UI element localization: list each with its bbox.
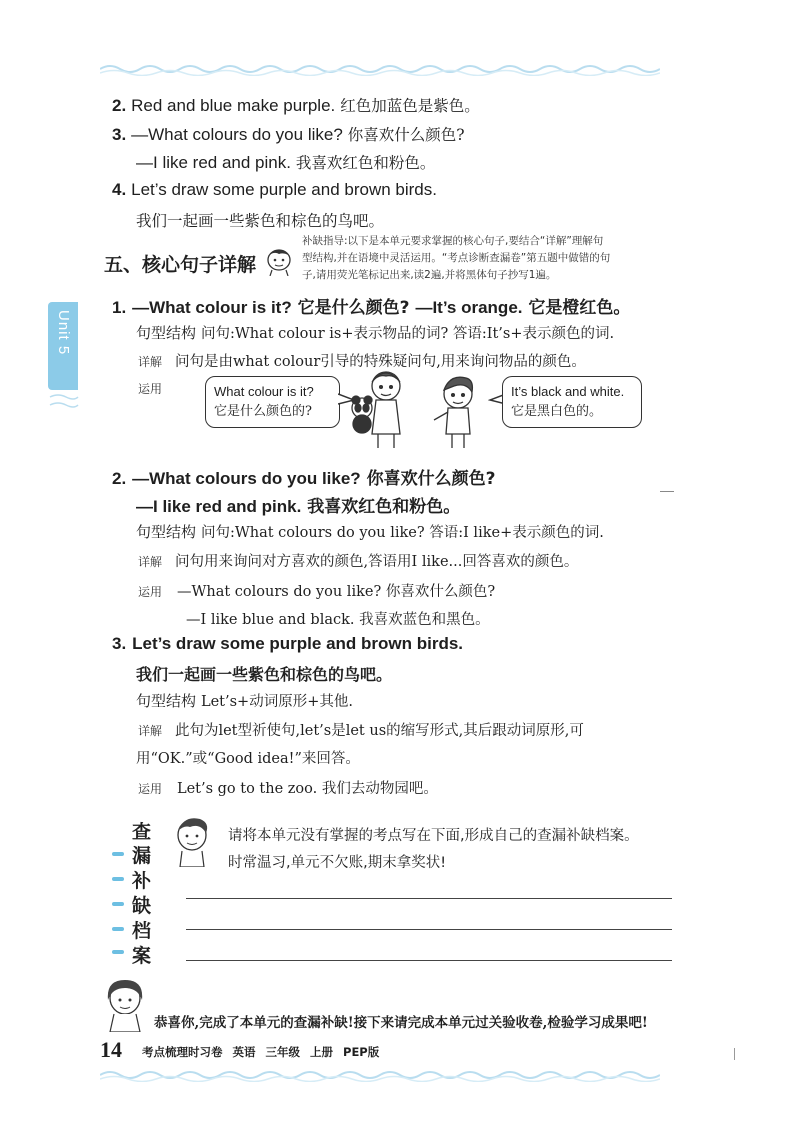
review-motto: 时常温习,单元不欠账,期末拿奖状!: [228, 855, 447, 871]
use-label: 运用: [138, 782, 163, 796]
boy: [434, 377, 472, 448]
review-instruction: 请将本单元没有掌握的考点写在下面,形成自己的查漏补缺档案。: [228, 828, 639, 844]
use-text: —What colours do you like? 你喜欢什么颜色?: [176, 584, 496, 600]
review-decor-bar: [112, 877, 124, 881]
footer-book-title: 考点梳理时习卷 英语 三年级 上册 PEP版: [142, 1045, 380, 1059]
item2-question: [112, 464, 495, 489]
review-char: 补: [132, 870, 152, 892]
review-char: 查: [132, 821, 152, 843]
review-decor-bar: [112, 852, 124, 856]
structure-label: 句型结构: [136, 324, 197, 342]
item3-use: [138, 777, 438, 798]
unit-tab: [48, 302, 78, 390]
bubble-text-en: What colour is it?: [214, 384, 314, 399]
top-wave-decoration: [100, 62, 660, 76]
sentence-chinese: 你喜欢什么颜色?: [347, 126, 465, 144]
unit-tab-wave: [48, 392, 80, 422]
girl-icon: [102, 976, 148, 1032]
item-answer-en: —I like red and pink.: [136, 497, 302, 516]
item3-detail: [138, 719, 584, 740]
item3-detail-cont: 用“OK.”或“Good idea!”来回答。: [136, 751, 360, 767]
structure-label: 句型结构: [136, 523, 197, 541]
sentence-english: Let’s draw some purple and brown birds.: [131, 180, 437, 199]
item2-use-answer: —I like blue and black. 我喜欢蓝色和黑色。: [186, 612, 490, 628]
structure-text: 问句:What colour is+表示物品的词? 答语:It’s+表示颜色的词.: [200, 326, 615, 342]
detail-text: 问句用来询问对方喜欢的颜色,答语用I like...回答喜欢的颜色。: [174, 554, 579, 570]
bubble-text-cn: 它是什么颜色的?: [214, 404, 312, 419]
bubble-text-cn: 它是黑白色的。: [511, 404, 603, 419]
detail-label: 详解: [138, 724, 163, 738]
item2-structure: [136, 521, 604, 542]
writing-line[interactable]: [186, 898, 672, 899]
sentence-chinese: 我喜欢红色和粉色。: [295, 154, 436, 172]
writing-line[interactable]: [186, 929, 672, 930]
structure-label: 句型结构: [136, 692, 197, 710]
item-sentence-en: Let’s draw some purple and brown birds.: [132, 634, 464, 653]
sentence-3-question: [112, 123, 465, 145]
review-char: 缺: [132, 895, 152, 917]
item-question-cn: 你喜欢什么颜色?: [366, 469, 496, 489]
bottom-wave-decoration: [100, 1068, 660, 1082]
girl-with-panda: [352, 372, 400, 448]
sentence-number: 2.: [112, 96, 127, 115]
item-answer-cn: 我喜欢红色和粉色。: [307, 497, 461, 517]
sentence-4-chinese: [136, 209, 384, 231]
item-number: 2.: [112, 469, 127, 488]
detail-label: 详解: [138, 555, 163, 569]
structure-text: Let’s+动词原形+其他.: [200, 694, 353, 710]
item1-heading: [112, 293, 630, 318]
note-line: 子,请用荧光笔标记出来,读2遍,并将黑体句子抄写1遍。: [302, 269, 557, 281]
item-question-cn: 它是什么颜色?: [297, 298, 410, 318]
item3-structure: [136, 690, 353, 711]
review-decor-bar: [112, 902, 124, 906]
use-label: 运用: [138, 585, 163, 599]
margin-mark: [734, 1048, 735, 1060]
note-line: 补缺指导:以下是本单元要求掌握的核心句子,要结合“详解”理解句: [302, 235, 604, 247]
unit-tab-label: Unit 5: [55, 310, 72, 356]
item-number: 3.: [112, 634, 127, 653]
sentence-number: 3.: [112, 125, 127, 144]
review-char: 漏: [132, 845, 152, 867]
sentence-english: Red and blue make purple.: [131, 96, 336, 115]
thinking-kid-icon: [262, 246, 296, 276]
sentence-3-answer: [136, 151, 435, 173]
section-note: [302, 233, 610, 284]
children-illustration: [350, 364, 500, 450]
margin-mark: [660, 491, 674, 492]
sentence-english: —I like red and pink.: [136, 153, 291, 172]
bubble-text-en: It’s black and white.: [511, 384, 625, 399]
sentence-2: [112, 94, 480, 116]
sentence-number: 4.: [112, 180, 127, 199]
review-decor-bar: [112, 950, 124, 954]
use-label: 运用: [138, 382, 163, 396]
item2-use: [138, 580, 495, 601]
detail-label: 详解: [138, 355, 163, 369]
note-line: 型结构,并在语境中灵活运用。“考点诊断查漏卷”第五题中做错的句: [302, 252, 611, 264]
sentence-chinese: 红色加蓝色是紫色。: [340, 97, 480, 115]
speech-bubble-right: [502, 376, 642, 428]
page-number: 14: [100, 1037, 122, 1062]
item3-chinese: 我们一起画一些紫色和棕色的鸟吧。: [136, 665, 393, 684]
item-question-en: —What colours do you like?: [132, 469, 361, 488]
item-answer-en: —It’s orange.: [415, 298, 523, 317]
item3-sentence: [112, 634, 463, 654]
sentence-4: [112, 180, 437, 200]
review-char: 档: [132, 920, 152, 942]
section-title: 五、核心句子详解: [104, 254, 257, 276]
detail-text: 问句是由what colour引导的特殊疑问句,用来询问物品的颜色。: [174, 354, 586, 370]
item2-answer: [136, 492, 460, 517]
item1-structure: [136, 322, 614, 343]
item2-detail: [138, 550, 578, 571]
detail-text: 此句为let型祈使句,let’s是let us的缩写形式,其后跟动词原形,可: [174, 723, 584, 739]
review-decor-bar: [112, 927, 124, 931]
item-question-en: —What colour is it?: [132, 298, 292, 317]
review-char: 案: [132, 945, 152, 967]
speech-bubble-left: [205, 376, 340, 428]
congrats-message: 恭喜你,完成了本单元的查漏补缺!接下来请完成本单元过关验收卷,检验学习成果吧!: [154, 1015, 648, 1031]
sentence-chinese: 我们一起画一些紫色和棕色的鸟吧。: [136, 212, 385, 230]
sentence-english: —What colours do you like?: [131, 125, 343, 144]
structure-text: 问句:What colours do you like? 答语:I like+表示颜色的词.: [200, 525, 604, 541]
item-number: 1.: [112, 298, 127, 317]
student-icon: [170, 815, 214, 867]
use-text: Let’s go to the zoo. 我们去动物园吧。: [176, 781, 438, 797]
item-answer-cn: 它是橙红色。: [528, 298, 631, 318]
writing-line[interactable]: [186, 960, 672, 961]
